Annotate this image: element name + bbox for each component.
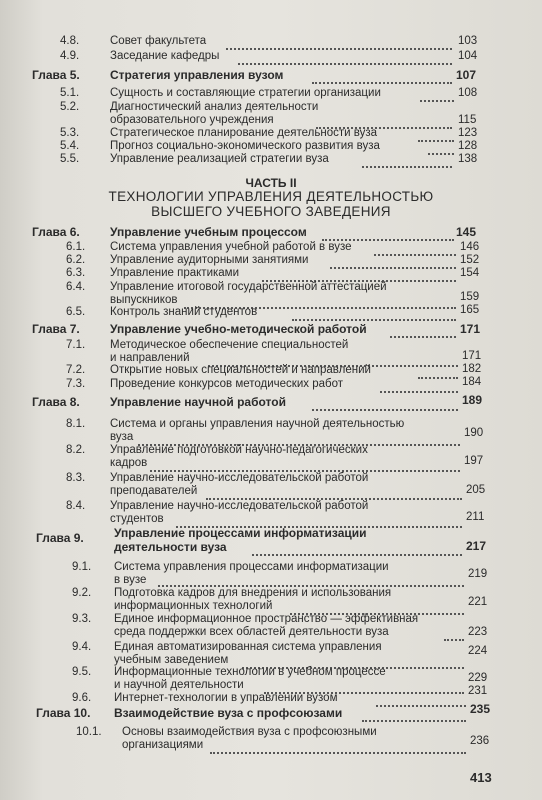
entry-page: 104 xyxy=(458,50,478,62)
entry-title-line-1: Подготовка кадров для внедрения и использования xyxy=(114,587,392,599)
chapter-number: Глава 5. xyxy=(32,68,80,82)
entry-title-line-2: образовательного учреждения xyxy=(110,114,274,126)
leader-dots xyxy=(252,552,462,556)
chapter-number: Глава 9. xyxy=(36,531,84,545)
entry-number: 6.4. xyxy=(66,281,86,293)
entry-page: 138 xyxy=(458,153,478,165)
entry-title: Система управления учебной работой в вузе xyxy=(110,241,352,253)
chapter-title: Управление научной работой xyxy=(110,395,286,409)
leader-dots xyxy=(380,389,458,393)
entry-page: 171 xyxy=(462,350,482,362)
entry-title-line-1: Управление научно-исследовательской работой xyxy=(110,500,369,512)
entry-title-line-2: и научной деятельности xyxy=(114,679,244,691)
entry-number: 8.2. xyxy=(66,444,86,456)
entry-number: 9.1. xyxy=(72,561,92,573)
entry-title-line-1: Управление научно-исследовательской работой xyxy=(110,472,369,484)
entry-page: 211 xyxy=(466,511,485,523)
entry-page: 165 xyxy=(460,304,480,316)
entry-title: Управление реализацией стратегии вуза xyxy=(110,153,329,165)
chapter-title: Стратегия управления вузом xyxy=(110,68,284,82)
entry-page: 152 xyxy=(460,254,480,266)
entry-number: 10.1. xyxy=(76,726,102,738)
entry-number: 5.2. xyxy=(60,101,80,113)
entry-number: 7.3. xyxy=(66,378,86,390)
entry-page: 184 xyxy=(462,376,482,388)
entry-page: 128 xyxy=(458,140,478,152)
entry-page: 221 xyxy=(468,596,488,608)
entry-title-line-1: Единое информационное пространство — эффективная xyxy=(114,613,419,625)
leader-dots xyxy=(420,98,454,102)
leader-dots xyxy=(330,265,456,269)
entry-number: 5.5. xyxy=(60,153,80,165)
leader-dots xyxy=(418,138,454,142)
entry-title: Управление практиками xyxy=(110,267,240,279)
chapter-title-line-1: Управление процессами информатизации xyxy=(114,526,367,540)
entry-title-line-1: Система и органы управления научной деятельностью xyxy=(110,418,405,430)
chapter-page: 145 xyxy=(456,225,477,239)
entry-title: Управление аудиторными занятиями xyxy=(110,254,309,266)
entry-number: 4.9. xyxy=(60,50,80,62)
chapter-title: Взаимодействие вуза с профсоюзами xyxy=(114,706,343,720)
leader-dots xyxy=(312,407,458,411)
chapter-page: 171 xyxy=(460,322,481,336)
entry-number: 9.2. xyxy=(72,587,92,599)
entry-title: Прогноз социально-экономического развития вуза xyxy=(110,140,380,152)
entry-title-line-2: информационных технологий xyxy=(114,600,273,612)
chapter-title: Управление учебным процессом xyxy=(110,225,307,239)
entry-page: 103 xyxy=(458,35,478,47)
entry-title-line-2: в вузе xyxy=(114,574,147,586)
entry-number: 9.3. xyxy=(72,613,92,625)
leader-dots xyxy=(376,703,466,707)
entry-title: Совет факультета xyxy=(110,35,207,47)
entry-number: 6.3. xyxy=(66,267,86,279)
entry-title-line-1: Единая автоматизированная система управления xyxy=(114,641,382,653)
entry-number: 8.1. xyxy=(66,418,86,430)
entry-page: 231 xyxy=(468,685,488,697)
chapter-number: Глава 8. xyxy=(32,395,80,409)
entry-title-line-1: Основы взаимодействия вуза с профсоюзными xyxy=(122,726,377,738)
entry-number: 8.4. xyxy=(66,500,86,512)
entry-title: Открытие новых специальностей и направлений xyxy=(110,364,371,376)
entry-page: 146 xyxy=(460,241,480,253)
leader-dots xyxy=(428,151,454,155)
entry-number: 9.6. xyxy=(72,692,92,704)
entry-title-line-2: среда поддержки всех областей деятельности вуза xyxy=(114,626,389,638)
entry-number: 5.4. xyxy=(60,140,80,152)
leader-dots xyxy=(210,750,466,754)
entry-page: 182 xyxy=(462,363,482,375)
entry-number: 6.2. xyxy=(66,254,86,266)
entry-title: Заседание кафедры xyxy=(110,50,220,62)
part-title-line-1: ТЕХНОЛОГИИ УПРАВЛЕНИЯ ДЕЯТЕЛЬНОСТЬЮ xyxy=(108,189,434,204)
entry-title-line-1: Информационные технологии в учебном процессе xyxy=(114,666,386,678)
entry-page: 224 xyxy=(468,645,488,657)
entry-title-line-2: и направлений xyxy=(110,352,190,364)
entry-number: 8.3. xyxy=(66,472,86,484)
entry-title-line-2: вуза xyxy=(110,431,134,443)
entry-title-line-1: Диагностический анализ деятельности xyxy=(110,101,319,113)
entry-title-line-2: учебным заведением xyxy=(114,654,229,666)
leader-dots xyxy=(238,61,452,65)
entry-page: 205 xyxy=(466,484,486,496)
chapter-page: 217 xyxy=(466,539,487,553)
entry-page: 108 xyxy=(458,87,478,99)
part-title-line-2: ВЫСШЕГО УЧЕБНОГО ЗАВЕДЕНИЯ xyxy=(151,204,391,219)
leader-dots xyxy=(374,252,456,256)
leader-dots xyxy=(292,317,456,321)
entry-title-line-2: кадров xyxy=(110,457,148,469)
chapter-title-line-2: деятельности вуза xyxy=(114,540,227,554)
entry-number: 5.1. xyxy=(60,87,80,99)
entry-title: Контроль знаний студентов xyxy=(110,306,258,318)
leader-dots xyxy=(362,164,452,168)
leader-dots xyxy=(444,637,464,641)
entry-number: 4.8. xyxy=(60,35,80,47)
entry-number: 9.4. xyxy=(72,641,92,653)
leader-dots xyxy=(312,80,452,84)
entry-title: Стратегическое планирование деятельности вуза xyxy=(110,127,378,139)
entry-title-line-1: Управление подготовкой научно-педагогических xyxy=(110,444,368,456)
entry-title-line-1: Методическое обеспечение специальностей xyxy=(110,339,349,351)
chapter-number: Глава 10. xyxy=(36,706,91,720)
entry-page: 123 xyxy=(458,127,478,139)
entry-title-line-1: Управление итоговой государственной аттестацией xyxy=(110,281,387,293)
part-label: ЧАСТЬ II xyxy=(245,176,297,190)
leader-dots xyxy=(418,375,458,379)
chapter-number: Глава 7. xyxy=(32,322,80,336)
entry-number: 5.3. xyxy=(60,127,80,139)
entry-page: 154 xyxy=(460,267,480,279)
chapter-title: Управление учебно-методической работой xyxy=(110,322,367,336)
entry-number: 7.1. xyxy=(66,339,86,351)
chapter-number: Глава 6. xyxy=(32,225,80,239)
entry-page: 236 xyxy=(470,735,490,747)
entry-title: Сущность и составляющие стратегии организации xyxy=(110,87,381,99)
entry-title-line-2: выпускников xyxy=(110,294,178,306)
entry-title-line-2: студентов xyxy=(110,513,164,525)
entry-title: Проведение конкурсов методических работ xyxy=(110,378,343,390)
chapter-page: 235 xyxy=(470,702,491,716)
entry-page: 159 xyxy=(460,291,480,303)
entry-number: 6.5. xyxy=(66,306,86,318)
chapter-page: 189 xyxy=(462,393,483,407)
entry-title-line-2: преподавателей xyxy=(110,485,198,497)
entry-page: 190 xyxy=(464,427,484,439)
leader-dots xyxy=(390,334,456,338)
chapter-page: 107 xyxy=(456,68,477,82)
entry-page: 219 xyxy=(468,568,488,580)
entry-number: 9.5. xyxy=(72,666,92,678)
entry-page: 197 xyxy=(464,455,484,467)
entry-page: 229 xyxy=(468,672,488,684)
leader-dots xyxy=(226,46,452,50)
entry-title-line-1: Система управления процессами информатизации xyxy=(114,561,389,573)
entry-number: 6.1. xyxy=(66,241,86,253)
entry-number: 7.2. xyxy=(66,364,86,376)
entry-page: 115 xyxy=(458,114,477,126)
leader-dots xyxy=(362,718,466,722)
entry-page: 223 xyxy=(468,626,488,638)
entry-title: Интернет-технологии в управлении вузом xyxy=(114,692,338,704)
entry-title-line-2: организациями xyxy=(122,739,204,751)
page-number: 413 xyxy=(470,770,492,785)
